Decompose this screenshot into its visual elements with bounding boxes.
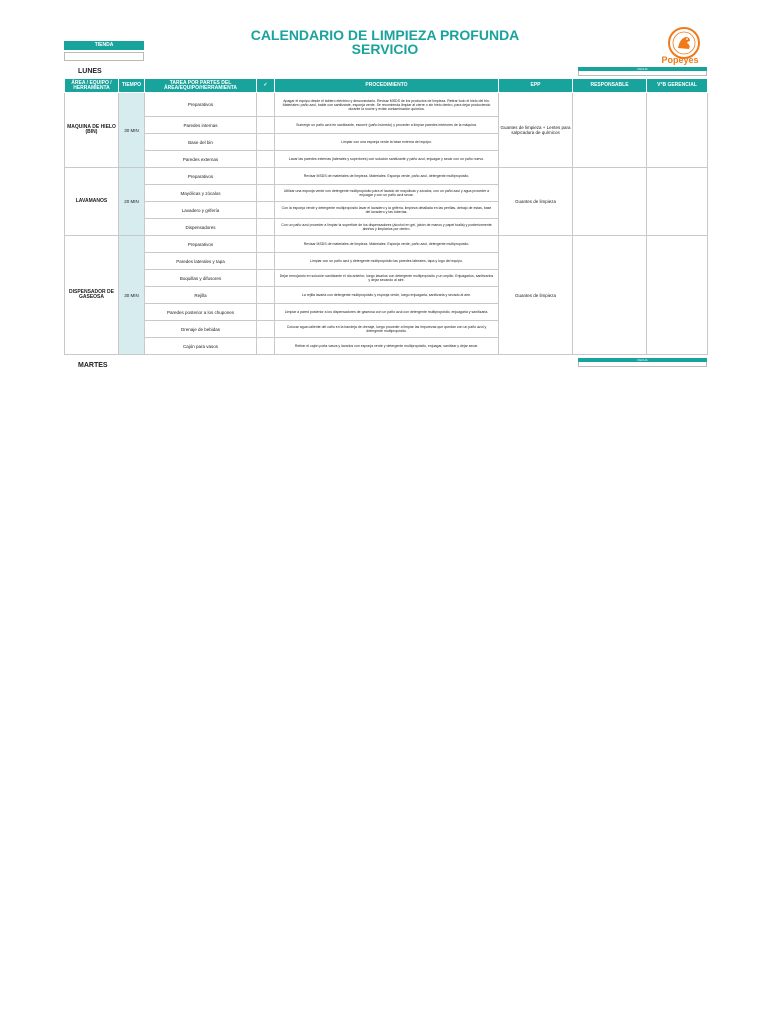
check-cell[interactable] <box>257 270 275 287</box>
check-cell[interactable] <box>257 321 275 338</box>
tiempo-cell: 20 MIN <box>119 168 145 236</box>
epp-cell: Guantes de limpieza <box>499 236 573 355</box>
header-epp: EPP <box>499 79 573 93</box>
procedimiento-cell: Retirar el cajón porta vasos y lavarlos con esponja verde y detergente multipropósito, enjuagar, sanitizar y dejar secar. <box>275 338 499 355</box>
check-cell[interactable] <box>257 134 275 151</box>
tienda-field[interactable] <box>64 52 144 61</box>
procedimiento-cell: Utilizar una esponja verde con detergente multipropósito para el lavado de mayólicas y zócalos, con un paño azul y agua proceder a enjuagar y con un paño azul secar. <box>275 185 499 202</box>
tiempo-cell: 30 MIN <box>119 93 145 168</box>
procedimiento-cell: Limpiar con un paño azul y detergente multipropósito las paredes laterales, tapa y logo del equipo. <box>275 253 499 270</box>
procedimiento-cell: Limpiar a pared posterior a los dispensadores de gaseosa con un paño azul con detergente multipropósito, enjuagarla y sanitizarla. <box>275 304 499 321</box>
header-responsable: RESPONSABLE <box>573 79 647 93</box>
header-vbo: V°B GERENCIAL <box>647 79 708 93</box>
procedimiento-cell: Con la esponja verde y detergente multipropósito lavar el lavadero y la grifería, limpieza detallada en las perillas, debajo de estas, base del lavadero y las tuberías. <box>275 202 499 219</box>
tarea-cell: Rejilla <box>145 287 257 304</box>
table-row <box>65 168 708 185</box>
header-procedimiento: PROCEDIMIENTO <box>275 79 499 93</box>
vbo-cell[interactable] <box>647 236 708 355</box>
fecha-field[interactable] <box>578 71 707 76</box>
tarea-cell: Paredes posterior a los chupones <box>145 304 257 321</box>
header-area: ÁREA / EQUIPO / HERRAMIENTA <box>65 79 119 93</box>
cleaning-table <box>64 78 708 355</box>
tarea-cell: Cajón para vasos <box>145 338 257 355</box>
tarea-cell: Preparativos <box>145 93 257 117</box>
procedimiento-cell: Sumergir un paño azul en sanitizante, escurrir (paño húmedo) y proceder a limpiar paredes interiores de la máquina. <box>275 117 499 134</box>
tarea-cell: Preparativos <box>145 168 257 185</box>
tienda-label: TIENDA <box>64 41 144 50</box>
tarea-cell: Mayólicas y zócalos <box>145 185 257 202</box>
fecha-label: FECHA <box>578 67 707 71</box>
procedimiento-cell: Con un paño azul proceder a limpiar la superficie de los dispensadores (alcohol en gel, jabón de manos y papel toalla) y posteriormente abrirlos y limpiarlos por dentro. <box>275 219 499 236</box>
header-tarea: TAREA POR PARTES DEL ÁREA/EQUIPO/HERRAMIENTA <box>145 79 257 93</box>
tarea-cell: Paredes internas <box>145 117 257 134</box>
tarea-cell: Paredes laterales y tapa <box>145 253 257 270</box>
check-cell[interactable] <box>257 117 275 134</box>
area-cell: LAVAMANOS <box>65 168 119 236</box>
check-cell[interactable] <box>257 151 275 168</box>
responsable-cell[interactable] <box>573 168 647 236</box>
tarea-cell: Boquillas y difusores <box>145 270 257 287</box>
check-cell[interactable] <box>257 219 275 236</box>
procedimiento-cell: Dejar remojando en solución sanitizante el día anterior, luego lavarlos con detergente multipropósito y un cepillo. Enjuagarlos, sanitizarlos y dejar secando al aire. <box>275 270 499 287</box>
procedimiento-cell: Revisar MSDS de materiales de limpieza. Materiales: Esponja verde, paño azul, detergente multipropósito. <box>275 168 499 185</box>
header-tiempo: TIEMPO <box>119 79 145 93</box>
table-row <box>65 236 708 253</box>
area-cell: MAQUINA DE HIELO (BIN) <box>65 93 119 168</box>
procedimiento-cell: Revisar MSDS de materiales de limpieza. Materiales: Esponja verde, paño azul, detergente multipropósito. <box>275 236 499 253</box>
fecha-label: FECHA <box>578 358 707 362</box>
table-row <box>65 93 708 117</box>
check-cell[interactable] <box>257 236 275 253</box>
fecha-field[interactable] <box>578 362 707 367</box>
tarea-cell: Dispensadores <box>145 219 257 236</box>
epp-cell: Guantes de limpieza <box>499 168 573 236</box>
procedimiento-cell: Lavar las paredes externas (laterales y superiores) con solución sanitizante y paño azul, enjuagar y secar con un paño nuevo. <box>275 151 499 168</box>
tiempo-cell: 30 MIN <box>119 236 145 355</box>
procedimiento-cell: Limpiar con una esponja verde la base externa del equipo. <box>275 134 499 151</box>
check-cell[interactable] <box>257 287 275 304</box>
procedimiento-cell: La rejilla lavarla con detergente multipropósito y esponja verde, luego enjuagarla, sanitizarla y secado al aire. <box>275 287 499 304</box>
responsable-cell[interactable] <box>573 236 647 355</box>
header-check: ✓ <box>257 79 275 93</box>
epp-cell: Guantes de limpieza + Lentes para salpicadura de químicos <box>499 93 573 168</box>
logo-text: Popeyes <box>661 55 699 65</box>
check-cell[interactable] <box>257 185 275 202</box>
check-cell[interactable] <box>257 93 275 117</box>
day-label: LUNES <box>78 68 102 75</box>
day-label: MARTES <box>78 362 108 369</box>
check-cell[interactable] <box>257 338 275 355</box>
page-title: CALENDARIO DE LIMPIEZA PROFUNDA SERVICIO <box>250 27 520 57</box>
vbo-cell[interactable] <box>647 168 708 236</box>
check-cell[interactable] <box>257 253 275 270</box>
tarea-cell: Lavadero y grifería <box>145 202 257 219</box>
check-cell[interactable] <box>257 168 275 185</box>
procedimiento-cell: Colocar agua caliente del caño en la bandeja de drenaje, luego proceder a limpiar las impurezas que quedan con un paño azul y detergente multipropósito. <box>275 321 499 338</box>
check-cell[interactable] <box>257 202 275 219</box>
vbo-cell[interactable] <box>647 93 708 168</box>
responsable-cell[interactable] <box>573 93 647 168</box>
procedimiento-cell: Apagar el equipo desde el tablero eléctrico y desconectarlo. Revisar MSDS de los productos de limpieza. Retirar todo el hielo del bin. Materiales: paño azul, balde con sanitizante, esponja verde. Se recomienda limpiar al cierre o sin hielo dentro, para dejar produciendo durante la noche y evitar contaminación química. <box>275 93 499 117</box>
tarea-cell: Paredes externas <box>145 151 257 168</box>
tarea-cell: Base del bin <box>145 134 257 151</box>
area-cell: DISPENSADOR DE GASEOSA <box>65 236 119 355</box>
tarea-cell: Preparativos <box>145 236 257 253</box>
tarea-cell: Drenaje de bebidas <box>145 321 257 338</box>
check-cell[interactable] <box>257 304 275 321</box>
